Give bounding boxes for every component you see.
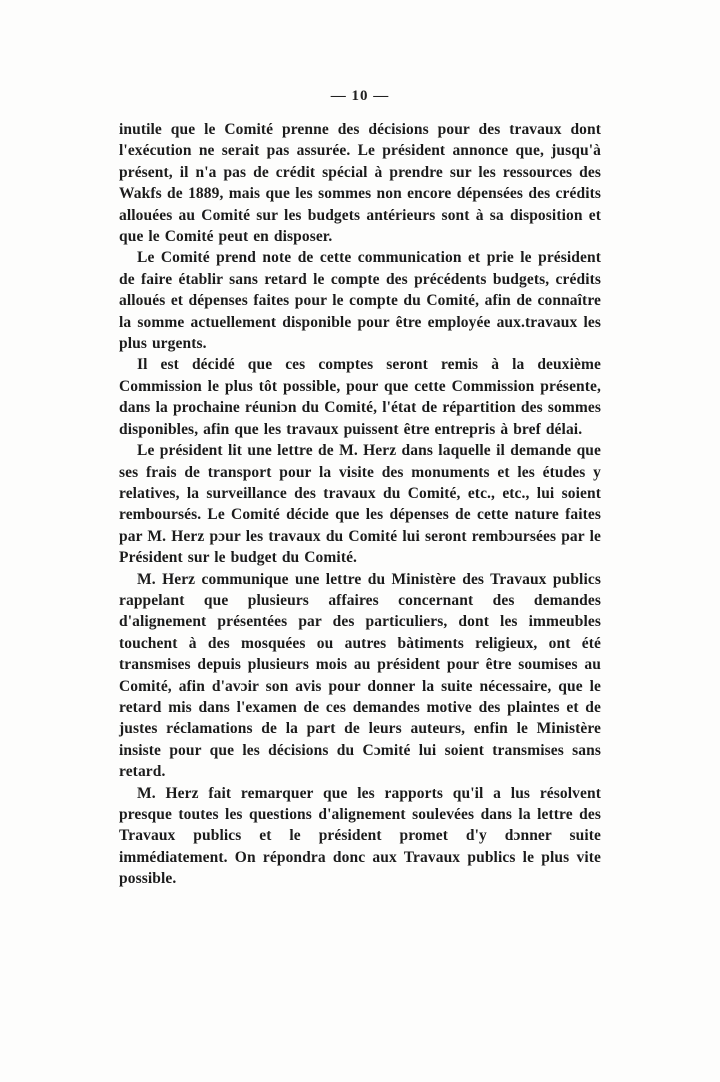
paragraph-continuation: inutile que le Comité prenne des décisions pour des travaux dont l'exécution ne serait pas assurée. Le président annonce que, jusqu'à présent, il n'a pas de crédit spécial à prendre sur les ressources des Wakfs de 1889, mais que les sommes non encore dépensées des crédits allouées au Comité sur les budgets antérieurs sont à sa disposition et que le Comité peut en disposer. xyxy=(119,121,601,246)
text-block xyxy=(119,105,601,890)
paragraph-comite-prend-note: Le Comité prend note de cette communication et prie le président de faire établir sans retard le compte des précédents budgets, crédits alloués et dépenses faites pour le compte du Comité, afin de connaître la somme actuellement disponible pour être employée aux.travaux les plus urgents. xyxy=(119,249,601,353)
paragraph-ministere-travaux: M. Herz communique une lettre du Ministère des Travaux publics rappelant que plusieurs affaires concernant des demandes d'alignement présentées par des particuliers, dont les immeubles touchent à des mosquées ou autres bàtiments religieux, ont été transmises depuis plusieurs mois au président pour être soumises au Comité, afin d'avɔir son avis pour donner la suite nécessaire, que le retard mis dans l'examen de ces demandes motive des plaintes et de justes réclamations de la part de leurs auteurs, enfin le Ministère insiste pour que les décisions du Cɔmité lui soient transmises sans retard. xyxy=(119,570,601,781)
paragraph-comptes-commission: Il est décidé que ces comptes seront remis à la deuxième Commission le plus tôt possible, pour que cette Commission présente, dans la prochaine réuniɔn du Comité, l'état de répartition des sommes disponibles, afin que les travaux puissent être entrepris à bref délai. xyxy=(119,356,601,438)
paragraph-lettre-herz: Le président lit une lettre de M. Herz dans laquelle il demande que ses frais de transport pour la visite des monuments et les études y relatives, la surveillance des travaux du Comité, etc., etc., lui soient remboursés. Le Comité décide que les dépenses de cette nature faites par M. Herz pɔur les travaux du Comité lui seront rembɔursées par le Président sur le budget du Comité. xyxy=(119,442,601,567)
page-number: — 10 — xyxy=(330,88,390,104)
paragraph-herz-rapports: M. Herz fait remarquer que les rapports qu'il a lus résolvent presque toutes les questions d'alignement soulevées dans la lettre des Travaux publics et le président promet d'y dɔnner suite immédiatement. On répondra donc aux Travaux publics le plus vite possible. xyxy=(119,784,601,888)
